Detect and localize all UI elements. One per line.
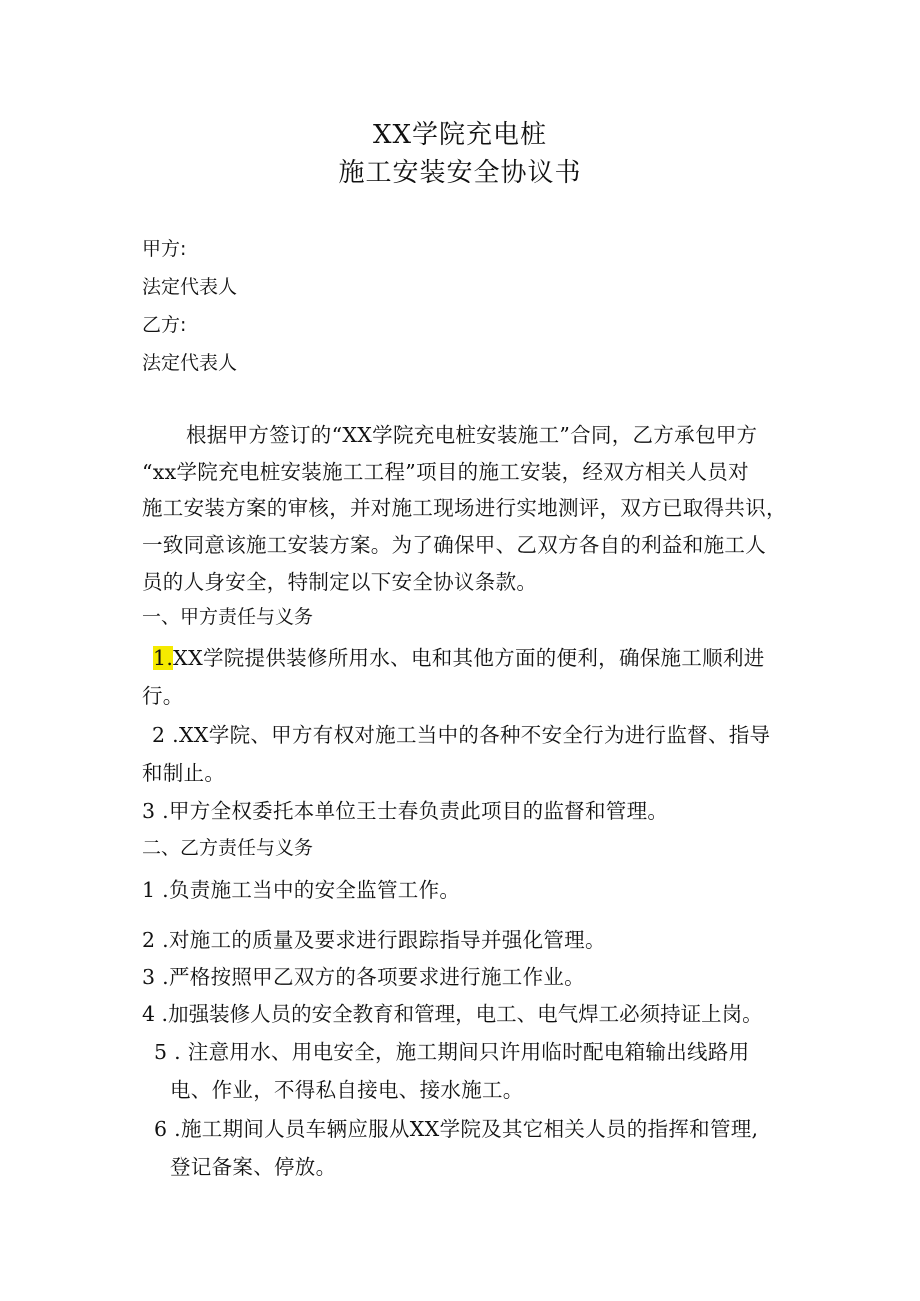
section-b-item-5: 5 . 注意用水、用电安全，施工期间只许用临时配电箱输出线路用 xyxy=(154,1040,750,1064)
section-b-item-3: 3 .严格按照甲乙双方的各项要求进行施工作业。 xyxy=(142,965,585,989)
intro-line-1: 根据甲方签订的“XX学院充电桩安装施工”合同，乙方承包甲方 xyxy=(186,423,758,447)
intro-line-4: 一致同意该施工安装方案。为了确保甲、乙双方各自的利益和施工人 xyxy=(142,533,766,557)
highlighted-item-number: 1. xyxy=(153,646,174,670)
section-b-item-2: 2 .对施工的质量及要求进行跟踪指导并强化管理。 xyxy=(142,928,606,952)
section-a-item-1 xyxy=(153,641,765,671)
party-b-label: 乙方: xyxy=(142,314,187,336)
section-a-item-2-cont: 和制止。 xyxy=(142,761,226,785)
section-a-item-1-cont: 行。 xyxy=(142,684,184,708)
section-b-heading: 二、乙方责任与义务 xyxy=(142,837,314,859)
party-a-representative: 法定代表人 xyxy=(142,276,238,298)
section-a-item-1-text: XX学院提供装修所用水、电和其他方面的便利，确保施工顺利进 xyxy=(173,646,765,670)
party-b-representative: 法定代表人 xyxy=(142,352,238,374)
party-a-label: 甲方: xyxy=(142,238,187,260)
section-b-item-6-cont: 登记备案、停放。 xyxy=(170,1155,337,1179)
section-b-item-6: 6 .施工期间人员车辆应服从XX学院及其它相关人员的指挥和管理, xyxy=(154,1117,759,1141)
title-line-1: XX学院充电桩 xyxy=(372,120,548,150)
title-line-2: 施工安装安全协议书 xyxy=(338,158,582,188)
section-a-item-2: 2 .XX学院、甲方有权对施工当中的各种不安全行为进行监督、指导 xyxy=(152,723,771,747)
section-b-item-5-cont: 电、作业，不得私自接电、接水施工。 xyxy=(170,1078,524,1102)
intro-line-3: 施工安装方案的审核，并对施工现场进行实地测评，双方已取得共识， xyxy=(142,496,787,520)
intro-line-2: “xx学院充电桩安装施工工程”项目的施工安装，经双方相关人员对 xyxy=(142,460,749,484)
section-b-item-1: 1 .负责施工当中的安全监管工作。 xyxy=(142,878,461,902)
section-a-heading: 一、甲方责任与义务 xyxy=(142,606,314,628)
section-a-item-3: 3 .甲方全权委托本单位王士春负责此项目的监督和管理。 xyxy=(142,799,669,823)
intro-line-5: 员的人身安全，特制定以下安全协议条款。 xyxy=(142,570,538,594)
section-b-item-4: 4 .加强装修人员的安全教育和管理，电工、电气焊工必须持证上岗。 xyxy=(142,1002,763,1026)
